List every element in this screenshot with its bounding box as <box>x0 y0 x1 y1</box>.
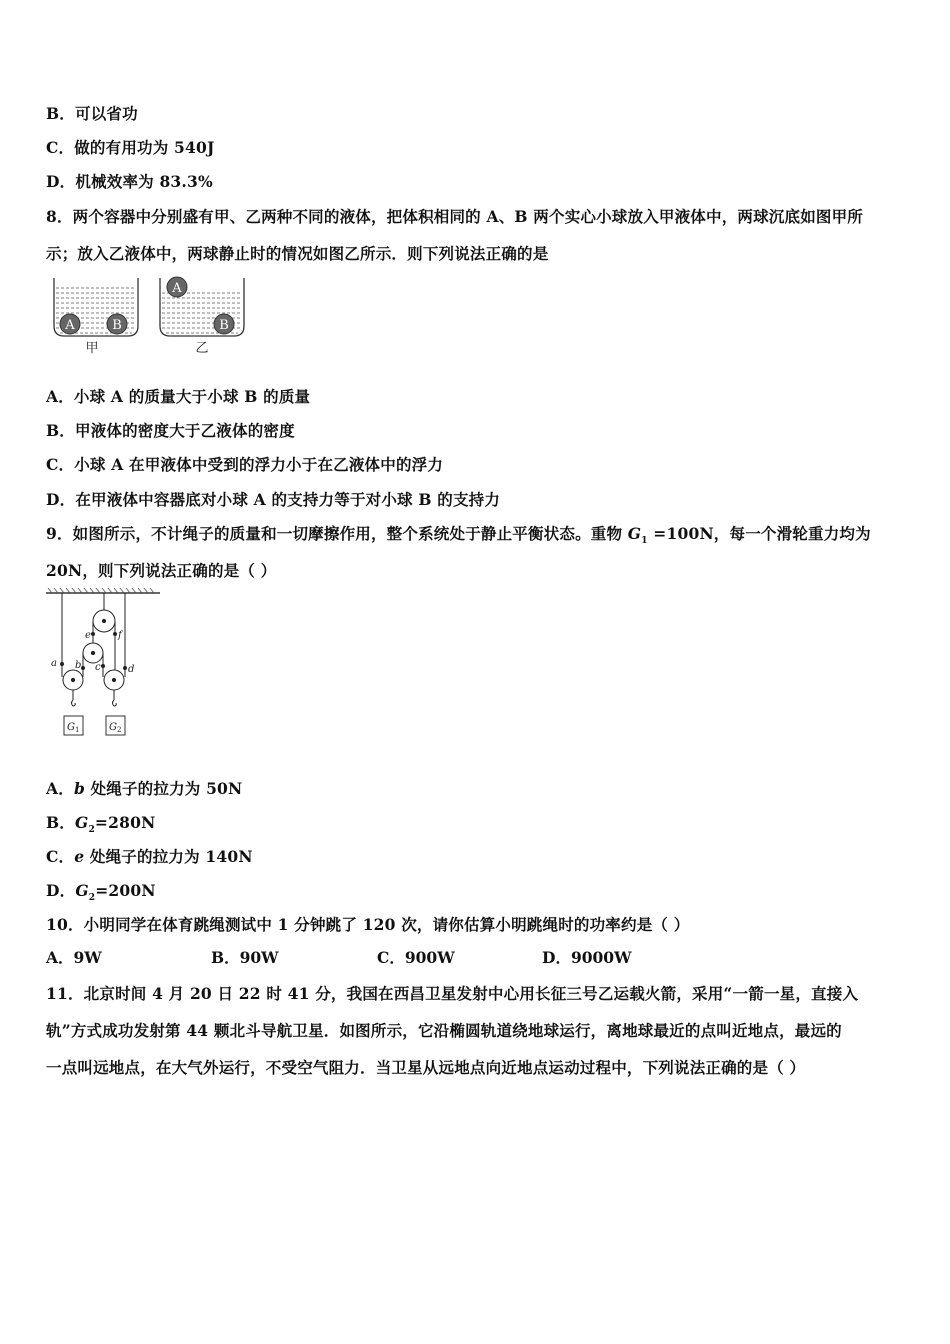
q8-figure <box>48 272 253 362</box>
label-f: f <box>118 630 122 641</box>
q9-option-b: B．$G_2=280N$ <box>46 813 156 836</box>
q9-option-d: D．$G_2=200N$ <box>46 881 156 904</box>
q9-option-a: A．b 处绳子的拉力为 50N <box>46 779 243 798</box>
q7-option-c: C．做的有用功为 540J <box>46 138 215 157</box>
q11-stem-line3: 一点叫远地点，在大气外运行，不受空气阻力．当卫星从远地点向近地点运动过程中，下列说法正确的是（ ） <box>46 1058 806 1077</box>
q10-option-c: C．900W <box>377 948 455 967</box>
q10-stem: 10．小明同学在体育跳绳测试中 1 分钟跳了 120 次，请你估算小明跳绳时的功率约是（ ） <box>46 915 690 934</box>
container-yi-label: 乙 <box>195 341 209 356</box>
ball-b-label: B <box>112 318 122 333</box>
container-jia-label: 甲 <box>85 341 99 356</box>
q8-option-b: B．甲液体的密度大于乙液体的密度 <box>46 421 295 440</box>
label-a: a <box>51 658 57 669</box>
q7-option-b: B．可以省功 <box>46 104 138 123</box>
weight-g2-sub: 2 <box>117 726 122 734</box>
q8-stem-line2: 示；放入乙液体中，两球静止时的情况如图乙所示．则下列说法正确的是 <box>46 244 549 263</box>
q9-stem-line1: 9．如图所示，不计绳子的质量和一切摩擦作用，整个系统处于静止平衡状态。重物 $G_1 =100N$，每一个滑轮重力均为 <box>46 524 871 547</box>
q9-option-c: C．e 处绳子的拉力为 140N <box>46 847 253 866</box>
weight-g1-sub: 1 <box>75 726 80 734</box>
q8-stem-line1: 8．两个容器中分别盛有甲、乙两种不同的液体，把体积相同的 A、B 两个实心小球放入甲液体中，两球沉底如图甲所 <box>46 207 864 226</box>
ball-a-label: A <box>65 318 75 333</box>
q10-option-a: A．9W <box>46 948 102 967</box>
q11-stem-line2: 轨”方式成功发射第 44 颗北斗导航卫星．如图所示，它沿椭圆轨道绕地球运行，离地球最近的点叫近地点，最远的 <box>46 1021 842 1040</box>
ball-a-label: A <box>172 281 182 296</box>
label-c: c <box>95 662 101 673</box>
q10-option-b: B．90W <box>211 948 279 967</box>
q9-stem-line2: 20N，则下列说法正确的是（ ） <box>46 561 277 580</box>
weight-g2-label: G <box>109 722 117 733</box>
q9-pulley-figure <box>44 588 164 744</box>
container-yi <box>160 277 244 356</box>
q10-option-d: D．9000W <box>542 948 632 967</box>
container-jia <box>54 278 138 356</box>
label-d: d <box>128 664 135 675</box>
label-b: b <box>75 660 82 671</box>
q8-option-c: C．小球 A 在甲液体中受到的浮力小于在乙液体中的浮力 <box>46 455 444 474</box>
q8-option-a: A．小球 A 的质量大于小球 B 的质量 <box>46 387 311 406</box>
ball-b-label: B <box>219 318 229 333</box>
q7-option-d: D．机械效率为 83.3% <box>46 172 213 191</box>
label-e: e <box>85 630 91 641</box>
q8-option-d: D．在甲液体中容器底对小球 A 的支持力等于对小球 B 的支持力 <box>46 490 501 509</box>
weight-g1-label: G <box>67 722 75 733</box>
q11-stem-line1: 11．北京时间 4 月 20 日 22 时 41 分，我国在西昌卫星发射中心用长征三号乙运载火箭，采用“一箭一星，直接入 <box>46 984 859 1003</box>
